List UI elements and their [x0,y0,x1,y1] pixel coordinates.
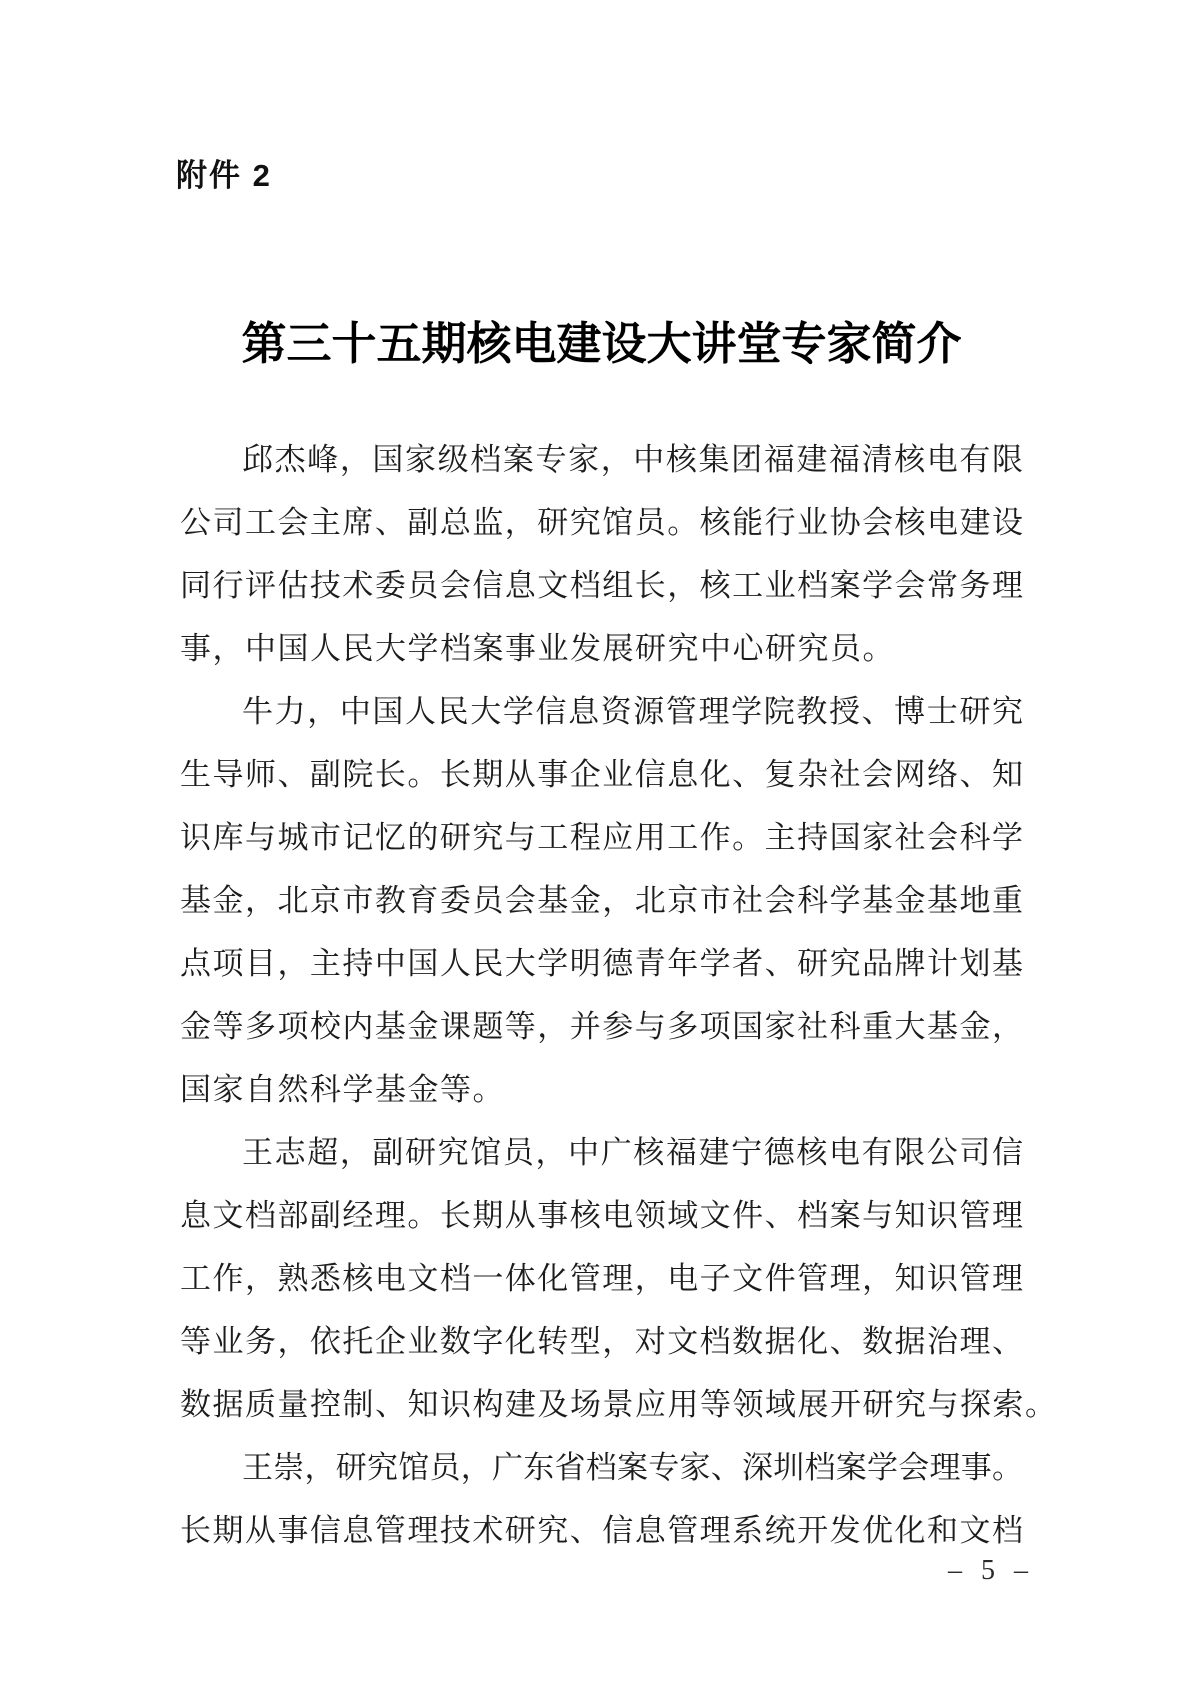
document-title: 第三十五期核电建设大讲堂专家简介 [241,319,962,370]
text-line: 息文档部副经理。长期从事核电领域文件、档案与知识管理 [180,1198,1023,1233]
text-line: 同行评估技术委员会信息文档组长，核工业档案学会常务理 [180,568,1023,603]
text-line: 长期从事信息管理技术研究、信息管理系统开发优化和文档 [180,1513,1023,1548]
paragraph [180,1436,1023,1562]
text-line: 生导师、副院长。长期从事企业信息化、复杂社会网络、知 [180,757,1023,792]
text-line: 基金，北京市教育委员会基金，北京市社会科学基金基地重 [180,883,1023,918]
page-number: – 5 – [948,1555,1034,1586]
text-line: 邱杰峰，国家级档案专家，中核集团福建福清核电有限 [242,442,1023,477]
text-line: 数据质量控制、知识构建及场景应用等领域展开研究与探索。 [180,1387,1058,1422]
paragraph [180,1121,1058,1436]
document-body [180,428,1058,1562]
text-line: 国家自然科学基金等。 [180,1072,505,1107]
attachment-label: 附件 2 [176,158,272,193]
text-line: 公司工会主席、副总监，研究馆员。核能行业协会核电建设 [180,505,1023,540]
paragraph [180,428,1023,680]
text-line: 金等多项校内基金课题等，并参与多项国家社科重大基金， [180,1009,1023,1044]
text-line: 王崇，研究馆员，广东省档案专家、深圳档案学会理事。 [242,1450,1023,1485]
text-line: 识库与城市记忆的研究与工程应用工作。主持国家社会科学 [180,820,1023,855]
text-line: 王志超，副研究馆员，中广核福建宁德核电有限公司信 [242,1135,1023,1170]
text-line: 点项目，主持中国人民大学明德青年学者、研究品牌计划基 [180,946,1023,981]
text-line: 等业务，依托企业数字化转型，对文档数据化、数据治理、 [180,1324,1023,1359]
text-line: 事，中国人民大学档案事业发展研究中心研究员。 [180,631,895,666]
text-line: 工作，熟悉核电文档一体化管理，电子文件管理，知识管理 [180,1261,1023,1296]
text-line: 牛力，中国人民大学信息资源管理学院教授、博士研究 [242,694,1023,729]
paragraph [180,680,1023,1121]
